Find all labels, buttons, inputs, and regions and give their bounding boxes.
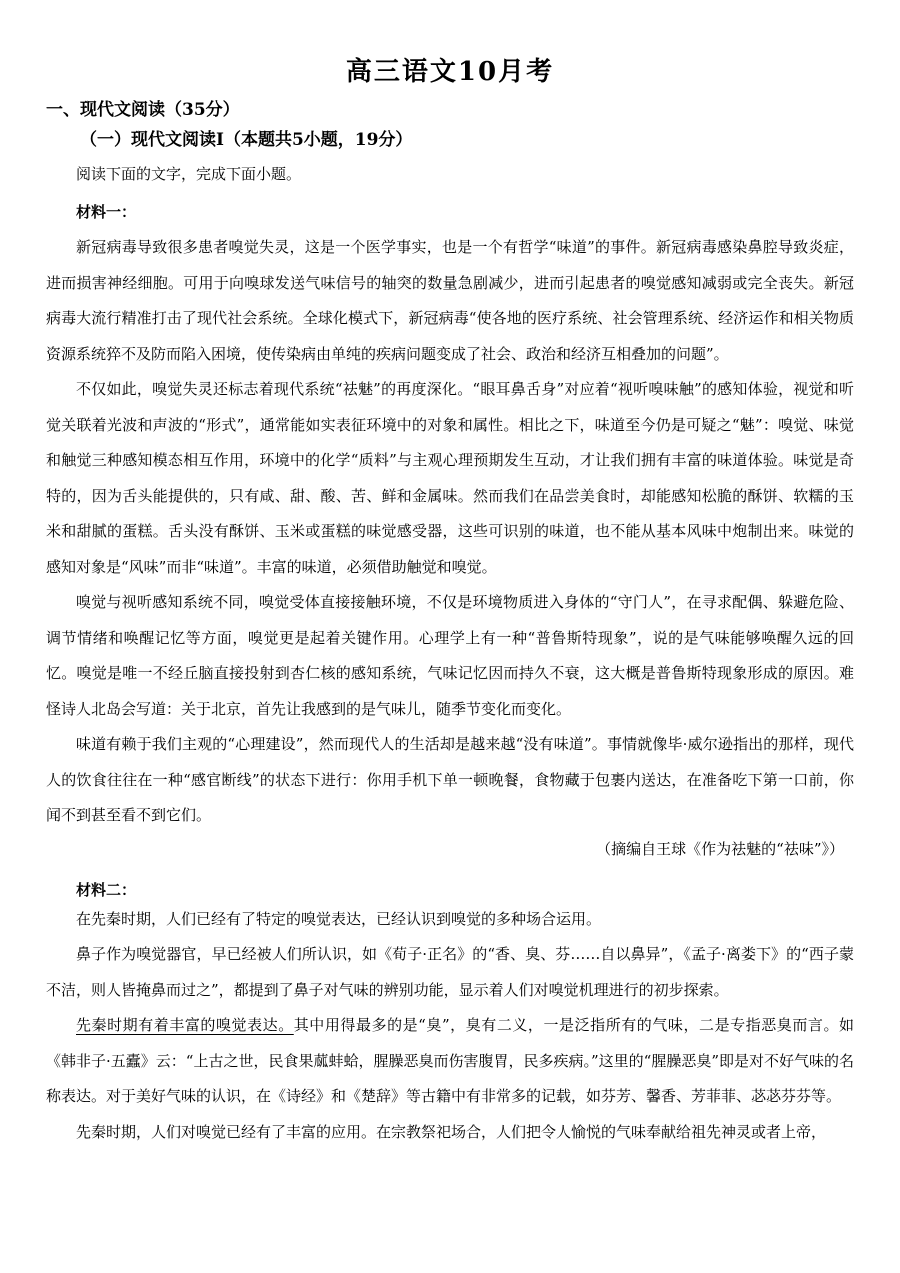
material-1-label: 材料一：: [76, 203, 137, 221]
material-2-paragraph: 先秦时期，人们对嗅觉已经有了丰富的应用。在宗教祭祀场合，人们把令人愉悦的气味奉献给祖先神灵或者上帝，: [76, 1122, 827, 1141]
material-1-paragraph: 嗅觉与视听感知系统不同，嗅觉受体直接接触环境，不仅是环境物质进入身体的“守门人”，在寻求配偶、躲避危险、调节情绪和唤醒记忆等方面，嗅觉更是起着关键作用。心理学上有一种“普鲁斯特现象”，说的是气味能够唤醒久远的回忆。嗅觉是唯一不经丘脑直接投射到杏仁核的感知系统，气味记忆因而持久不衰，这大概是普鲁斯特现象形成的原因。难怪诗人北岛会写道：关于北京，首先让我感到的是气味儿，随季节变化而变化。: [46, 593, 854, 718]
subsection-heading: （一）现代文阅读Ⅰ（本题共5小题，19分）: [80, 130, 413, 150]
material-2-paragraph: [46, 1008, 854, 1115]
material-1-paragraph: 新冠病毒导致很多患者嗅觉失灵，这是一个医学事实，也是一个有哲学“味道”的事件。新冠病毒感染鼻腔导致炎症，进而损害神经细胞。可用于向嗅球发送气味信号的轴突的数量急剧减少，进而引起患者的嗅觉感知减弱或完全丧失。新冠病毒大流行精准打击了现代社会系统。全球化模式下，新冠病毒“使各地的医疗系统、社会管理系统、经济运作和相关物质资源系统猝不及防而陷入困境，使传染病由单纯的疾病问题变成了社会、政治和经济互相叠加的问题”。: [46, 238, 854, 363]
material-1-paragraph: 不仅如此，嗅觉失灵还标志着现代系统“祛魅”的再度深化。“眼耳鼻舌身”对应着“视听嗅味触”的感知体验，视觉和听觉关联着光波和声波的“形式”，通常能如实表征环境中的对象和属性。相比之下，味道至今仍是可疑之“魅”：嗅觉、味觉和触觉三种感知模态相互作用，环境中的化学“质料”与主观心理预期发生互动，才让我们拥有丰富的味道体验。味觉是奇特的，因为舌头能提供的，只有咸、甜、酸、苦、鲜和金属味。然而我们在品尝美食时，却能感知松脆的酥饼、软糯的玉米和甜腻的蛋糕。舌头没有酥饼、玉米或蛋糕的味觉感受器，这些可识别的味道，也不能从基本风味中炮制出来。味觉的感知对象是“风味”而非“味道”。丰富的味道，必须借助触觉和嗅觉。: [46, 380, 854, 576]
section-heading: 一、现代文阅读（35分）: [46, 100, 240, 120]
material-1-paragraph: 味道有赖于我们主观的“心理建设”，然而现代人的生活却是越来越“没有味道”。事情就像毕·威尔逊指出的那样，现代人的饮食往往在一种“感官断线”的状态下进行：你用手机下单一顿晚餐，食物藏于包裹内送达，在准备吃下第一口前，你闻不到甚至看不到它们。: [46, 735, 854, 824]
underlined-sentence: 先秦时期有着丰富的嗅觉表达。: [76, 1016, 294, 1034]
material-2-body: [46, 902, 854, 1151]
material-1-body: [46, 230, 854, 834]
material-2-label: 材料二：: [76, 880, 137, 899]
material-2-paragraph: 在先秦时期，人们已经有了特定的嗅觉表达，已经认识到嗅觉的多种场合运用。: [76, 909, 602, 928]
exam-title: 高三语文10月考: [345, 57, 555, 87]
paragraph-text: 其中用得最多的是“臭”，臭有二义，一是泛指所有的气味，二是专指恶臭而言。如《韩非子·五蠹》云：“上古之世，民食果蓏蚌蛤，腥臊恶臭而伤害腹胃，民多疾病。”这里的“腥臊恶臭”即是对不好气味的名称表达。对于美好气味的认识，在《诗经》和《楚辞》等古籍中有非常多的记载，如芬芳、馨香、芳菲菲、苾苾芬芬等。: [46, 1016, 854, 1105]
reading-instruction: 阅读下面的文字，完成下面小题。: [76, 165, 302, 183]
material-2-paragraph: 鼻子作为嗅觉器官，早已经被人们所认识，如《荀子·正名》的“香、臭、芬……自以鼻异”，《孟子·离娄下》的“西子蒙不洁，则人皆掩鼻而过之”，都提到了鼻子对气味的辨别功能，显示着人们对嗅觉机理进行的初步探索。: [46, 945, 854, 999]
material-1-source: （摘编自王球《作为祛魅的“祛味”》）: [596, 839, 844, 858]
